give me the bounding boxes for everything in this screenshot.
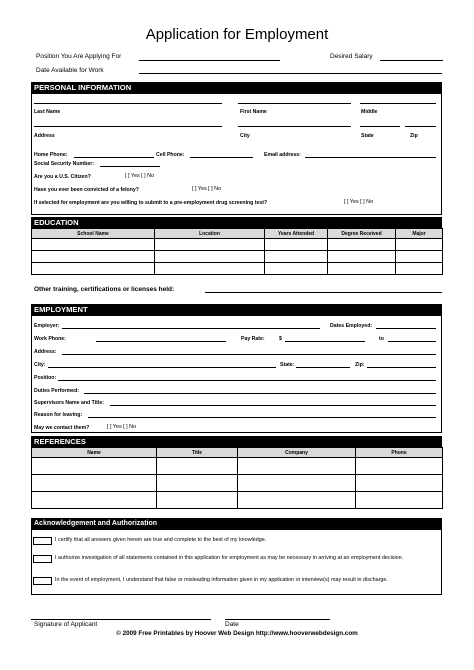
education-section bbox=[31, 217, 442, 275]
address-field[interactable] bbox=[34, 126, 222, 127]
date-available-label: Date Available for Work bbox=[36, 67, 104, 74]
employer-field[interactable] bbox=[62, 328, 320, 329]
employment-heading: EMPLOYMENT bbox=[31, 304, 442, 315]
ref-col-phone: Phone bbox=[356, 448, 443, 458]
reason-leaving-field[interactable] bbox=[88, 417, 436, 418]
supervisor-label: Supervisors Name and Title: bbox=[34, 400, 104, 406]
drug-test-question: If selected for employment are you willing to submit to a pre-employment drug screening test? bbox=[34, 200, 268, 206]
last-name-field[interactable] bbox=[34, 103, 222, 104]
education-heading: EDUCATION bbox=[31, 217, 442, 228]
felony-options[interactable]: [ ] Yes [ ] No bbox=[192, 186, 222, 192]
duties-field[interactable] bbox=[84, 393, 436, 394]
signature-field[interactable] bbox=[31, 619, 211, 620]
zip-field[interactable] bbox=[405, 126, 436, 127]
first-name-label: First Name bbox=[240, 109, 267, 115]
edu-col-school: School Name bbox=[32, 229, 155, 239]
ack-section bbox=[31, 518, 442, 529]
edu-col-degree: Degree Received bbox=[328, 229, 396, 239]
state-field[interactable] bbox=[360, 126, 400, 127]
cell-phone-label: Cell Phone: bbox=[156, 152, 185, 158]
middle-field[interactable] bbox=[360, 103, 436, 104]
supervisor-field[interactable] bbox=[110, 405, 436, 406]
emp-address-field[interactable] bbox=[62, 354, 436, 355]
other-training-field[interactable] bbox=[205, 292, 442, 293]
table-row[interactable] bbox=[32, 492, 443, 509]
emp-zip-label: Zip: bbox=[355, 362, 365, 368]
emp-position-label: Position: bbox=[34, 375, 57, 381]
state-label: State bbox=[361, 133, 374, 139]
zip-label: Zip bbox=[410, 133, 418, 139]
home-phone-label: Home Phone: bbox=[34, 152, 68, 158]
citizen-question: Are you a U.S. Citizen? bbox=[34, 174, 91, 180]
table-row[interactable] bbox=[32, 458, 443, 475]
ack-checkbox-3[interactable] bbox=[33, 577, 52, 585]
salary-label: Desired Salary bbox=[330, 53, 373, 60]
ack-item-3: In the event of employment, I understand that false or misleading information given in my application or interview(s) may result in discharge. bbox=[55, 577, 388, 583]
felony-question: Have you ever been convicted of a felony? bbox=[34, 187, 139, 193]
form-title: Application for Employment bbox=[145, 26, 329, 43]
table-row[interactable] bbox=[32, 239, 443, 251]
work-phone-label: Work Phone: bbox=[34, 336, 66, 342]
footer-credit: © 2009 Free Printables by Hoover Web Design http://www.hooverwebdesign.com bbox=[116, 630, 358, 637]
reason-leaving-label: Reason for leaving: bbox=[34, 412, 83, 418]
first-name-field[interactable] bbox=[238, 103, 351, 104]
ssn-label: Social Security Number: bbox=[34, 161, 94, 167]
ack-item-2: I authorize investigation of all statements contained in this application for employment as may be necessary in arriving at an employment decision. bbox=[55, 555, 404, 561]
citizen-options[interactable]: [ ] Yes [ ] No bbox=[125, 173, 155, 179]
address-label: Address bbox=[34, 133, 55, 139]
emp-city-label: City: bbox=[34, 362, 46, 368]
ref-col-title: Title bbox=[157, 448, 238, 458]
ref-col-name: Name bbox=[32, 448, 157, 458]
middle-label: Middle bbox=[361, 109, 378, 115]
ack-item-1: I certify that all answers given herein are true and complete to the best of my knowledge. bbox=[55, 537, 267, 543]
personal-heading: PERSONAL INFORMATION bbox=[31, 82, 442, 93]
email-label: Email address: bbox=[264, 152, 301, 158]
signature-label: Signature of Applicant bbox=[34, 621, 98, 628]
emp-city-field[interactable] bbox=[48, 367, 276, 368]
city-label: City bbox=[240, 133, 250, 139]
drug-test-options[interactable]: [ ] Yes [ ] No bbox=[344, 199, 374, 205]
date-available-field[interactable] bbox=[139, 73, 442, 74]
cell-phone-field[interactable] bbox=[190, 157, 253, 158]
education-table bbox=[31, 228, 443, 275]
personal-section bbox=[31, 82, 442, 93]
employer-label: Employer: bbox=[34, 323, 60, 329]
ack-checkbox-1[interactable] bbox=[33, 537, 52, 545]
home-phone-field[interactable] bbox=[74, 157, 154, 158]
emp-state-label: State: bbox=[280, 362, 295, 368]
other-training-label: Other training, certifications or licenses held: bbox=[34, 286, 175, 293]
emp-position-field[interactable] bbox=[58, 380, 436, 381]
ref-col-company: Company bbox=[238, 448, 356, 458]
contact-options[interactable]: [ ] Yes [ ] No bbox=[107, 424, 137, 430]
emp-address-label: Address: bbox=[34, 349, 57, 355]
table-row[interactable] bbox=[32, 475, 443, 492]
signature-date-field[interactable] bbox=[225, 619, 330, 620]
personal-frame bbox=[31, 93, 442, 215]
salary-field[interactable] bbox=[380, 60, 443, 61]
email-field[interactable] bbox=[305, 157, 436, 158]
dates-to-field[interactable] bbox=[388, 341, 436, 342]
edu-col-years: Years Attended bbox=[265, 229, 328, 239]
position-field[interactable] bbox=[139, 60, 280, 61]
edu-col-major: Major bbox=[396, 229, 443, 239]
pay-rate-label: Pay Rate: bbox=[241, 336, 265, 342]
contact-question: May we contact them? bbox=[34, 425, 90, 431]
references-section bbox=[31, 436, 442, 509]
emp-state-field[interactable] bbox=[296, 367, 350, 368]
table-row[interactable] bbox=[32, 263, 443, 275]
pay-rate-field[interactable] bbox=[285, 341, 365, 342]
employment-frame bbox=[31, 315, 442, 433]
signature-date-label: Date bbox=[225, 621, 239, 628]
work-phone-field[interactable] bbox=[96, 341, 226, 342]
employment-section bbox=[31, 304, 442, 315]
ack-checkbox-2[interactable] bbox=[33, 555, 52, 563]
duties-label: Duties Performed: bbox=[34, 388, 79, 394]
emp-zip-field[interactable] bbox=[367, 367, 436, 368]
dollar-sign: $ bbox=[279, 336, 282, 342]
city-field[interactable] bbox=[238, 126, 351, 127]
ack-heading: Acknowledgement and Authorization bbox=[31, 518, 442, 529]
ssn-field[interactable] bbox=[100, 166, 160, 167]
references-table bbox=[31, 447, 443, 509]
last-name-label: Last Name bbox=[34, 109, 61, 115]
edu-col-location: Location bbox=[155, 229, 265, 239]
position-label: Position You Are Applying For bbox=[36, 53, 122, 60]
dates-employed-field[interactable] bbox=[376, 328, 436, 329]
dates-to-label: to bbox=[379, 336, 384, 342]
dates-employed-label: Dates Employed: bbox=[330, 323, 373, 329]
table-row[interactable] bbox=[32, 251, 443, 263]
references-heading: REFERENCES bbox=[31, 436, 442, 447]
